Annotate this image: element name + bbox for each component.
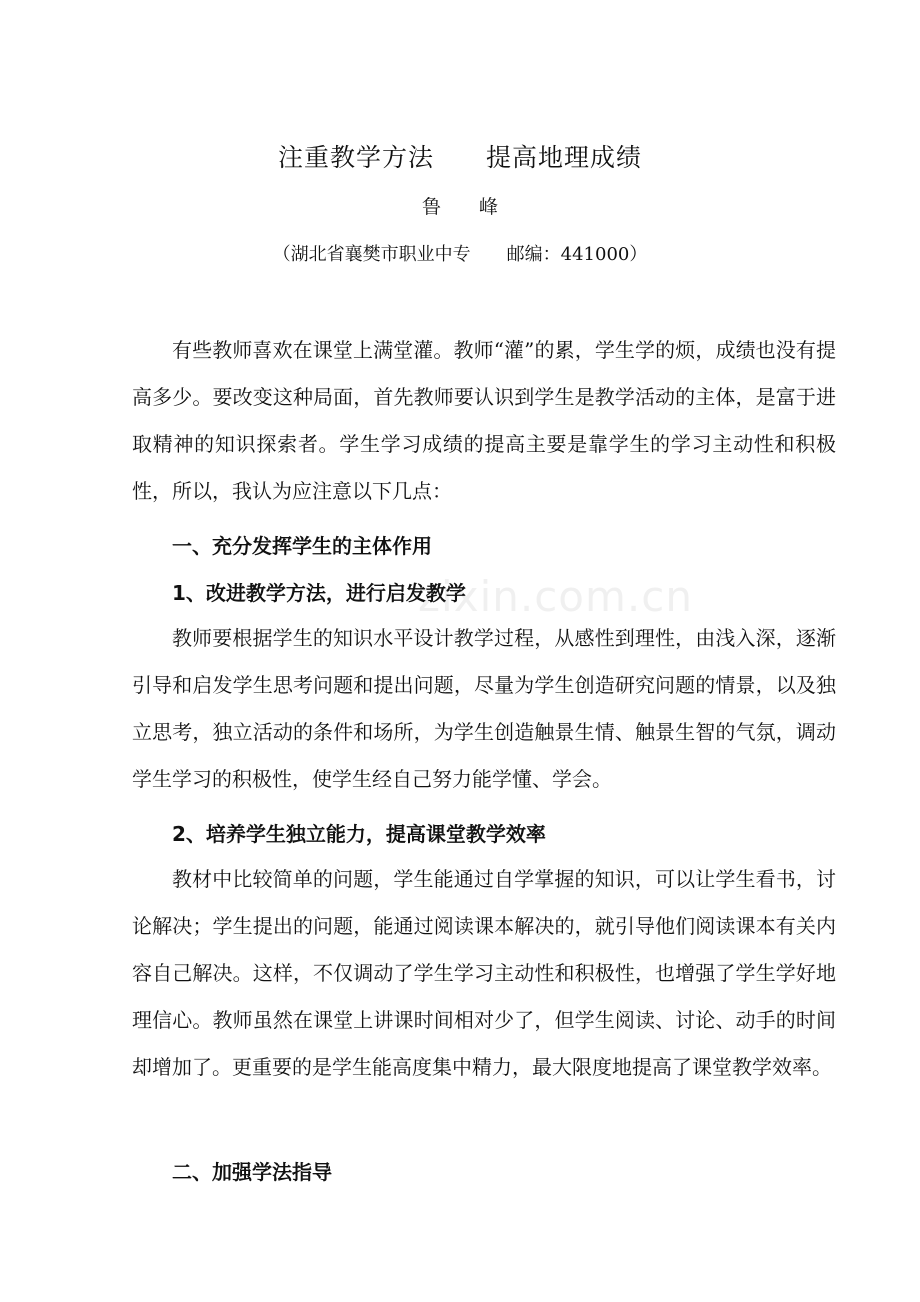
section2-heading: 二、加强学法指导 [172, 1160, 332, 1184]
section1-heading: 一、充分发挥学生的主体作用 [172, 534, 432, 558]
document-author: 鲁 峰 [421, 196, 498, 218]
intro-paragraph: 有些教师喜欢在课堂上满堂灌。教师“灌”的累，学生学的烦，成绩也没有提高多少。要改变这种局面，首先教师要认识到学生是教学活动的主体，是富于进取精神的知识探索者。学生学习成绩的提高主要是靠学生的学习主动性和积极性，所以，我认为应注意以下几点： [132, 338, 836, 503]
section1-sub2-paragraph: 教材中比较简单的问题，学生能通过自学掌握的知识，可以让学生看书，讨论解决；学生提出的问题，能通过阅读课本解决的，就引导他们阅读课本有关内容自己解决。这样，不仅调动了学生学习主动性和积极性，也增强了学生学好地理信心。教师虽然在课堂上讲课时间相对少了，但学生阅读、讨论、动手的时间却增加了。更重要的是学生能高度集中精力，最大限度地提高了课堂教学效率。 [132, 867, 836, 1079]
watermark: zixin.com.cn [418, 572, 693, 621]
section1-sub1-paragraph: 教师要根据学生的知识水平设计教学过程，从感性到理性，由浅入深，逐渐引导和启发学生思考问题和提出问题，尽量为学生创造研究问题的情景，以及独立思考，独立活动的条件和场所，为学生创造触景生情、触景生智的气氛，调动学生学习的积极性，使学生经自己努力能学懂、学会。 [132, 626, 836, 791]
document-title: 注重教学方法 提高地理成绩 [277, 143, 642, 172]
document-affiliation: （湖北省襄樊市职业中专 邮编：441000） [272, 244, 648, 265]
section1-sub2-heading: 2、培养学生独立能力，提高课堂教学效率 [172, 822, 546, 846]
section1-sub1-heading: 1、改进教学方法，进行启发教学 [172, 581, 466, 605]
